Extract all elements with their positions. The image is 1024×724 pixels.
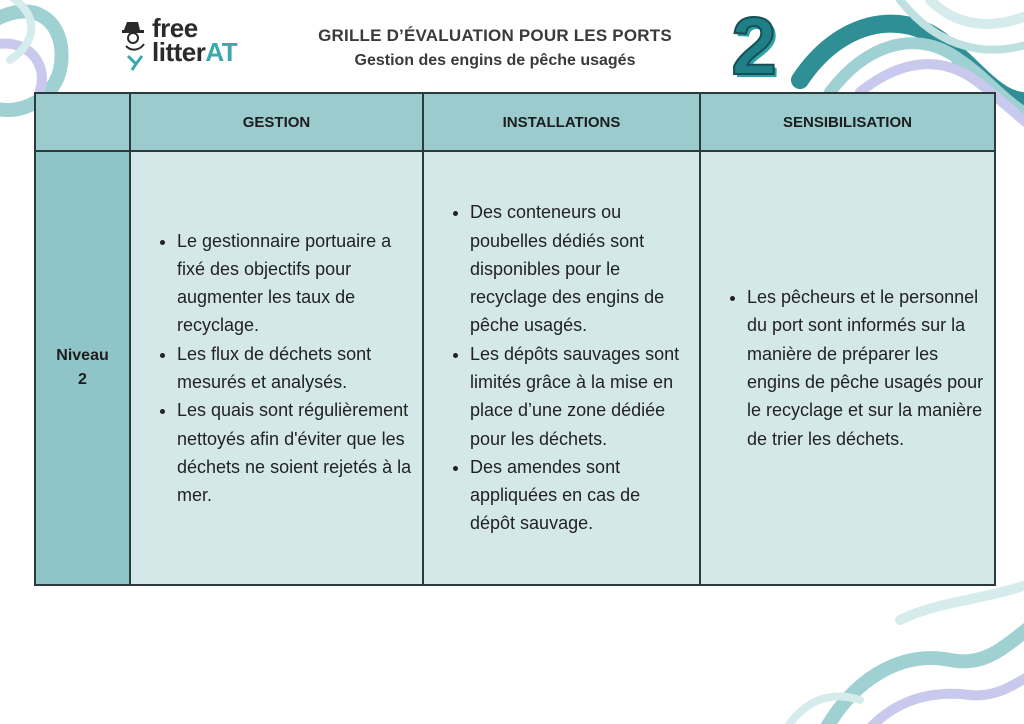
installations-cell (423, 151, 700, 585)
title-line-1: GRILLE D’ÉVALUATION POUR LES PORTS (318, 26, 672, 45)
list-item: • Des conteneurs ou poubelles dédiés sont disponibles pour le recyclage des engins de pêche usagés. (470, 198, 689, 339)
list-item: • Les quais sont régulièrement nettoyés afin d'éviter que les déchets ne soient rejetés à la mer. (177, 396, 412, 509)
freelitterat-logo (118, 14, 268, 74)
logo-text-free: free (152, 13, 198, 43)
level-badge: 2 (731, 1, 777, 92)
title-line-2: Gestion des engins de pêche usagés (354, 52, 636, 69)
sensibilisation-list (701, 283, 994, 453)
installations-list (424, 198, 699, 538)
row-label-line-1: Niveau (56, 347, 109, 364)
header-empty-cell (35, 93, 130, 151)
gestion-cell (130, 151, 423, 585)
row-label (35, 151, 130, 585)
list-item: • Les dépôts sauvages sont limités grâce à la mise en place d’une zone dédiée pour les déchets. (470, 340, 689, 453)
table-header-row (35, 93, 995, 151)
list-item: • Les pêcheurs et le personnel du port sont informés sur la manière de préparer les engins de pêche usagés pour le recyclage et sur la manière de trier les déchets. (747, 283, 984, 453)
list-item: • Le gestionnaire portuaire a fixé des objectifs pour augmenter les taux de recyclage. (177, 227, 412, 340)
logo-text-litter: litter (152, 37, 206, 67)
logo-text-litterat (152, 37, 238, 67)
header-installations: INSTALLATIONS (423, 93, 700, 151)
logo-text-at: AT (205, 37, 238, 67)
evaluation-table (34, 92, 996, 586)
header-sensibilisation: SENSIBILISATION (700, 93, 995, 151)
table-row-niveau-2 (35, 151, 995, 585)
sensibilisation-cell (700, 151, 995, 585)
list-item: • Les flux de déchets sont mesurés et analysés. (177, 340, 412, 397)
list-item: • Des amendes sont appliquées en cas de dépôt sauvage. (470, 453, 689, 538)
row-label-line-2: 2 (78, 371, 87, 388)
page-title (290, 24, 700, 74)
header-gestion: GESTION (130, 93, 423, 151)
fisherman-logo-icon (118, 16, 152, 72)
gestion-list (131, 227, 422, 510)
